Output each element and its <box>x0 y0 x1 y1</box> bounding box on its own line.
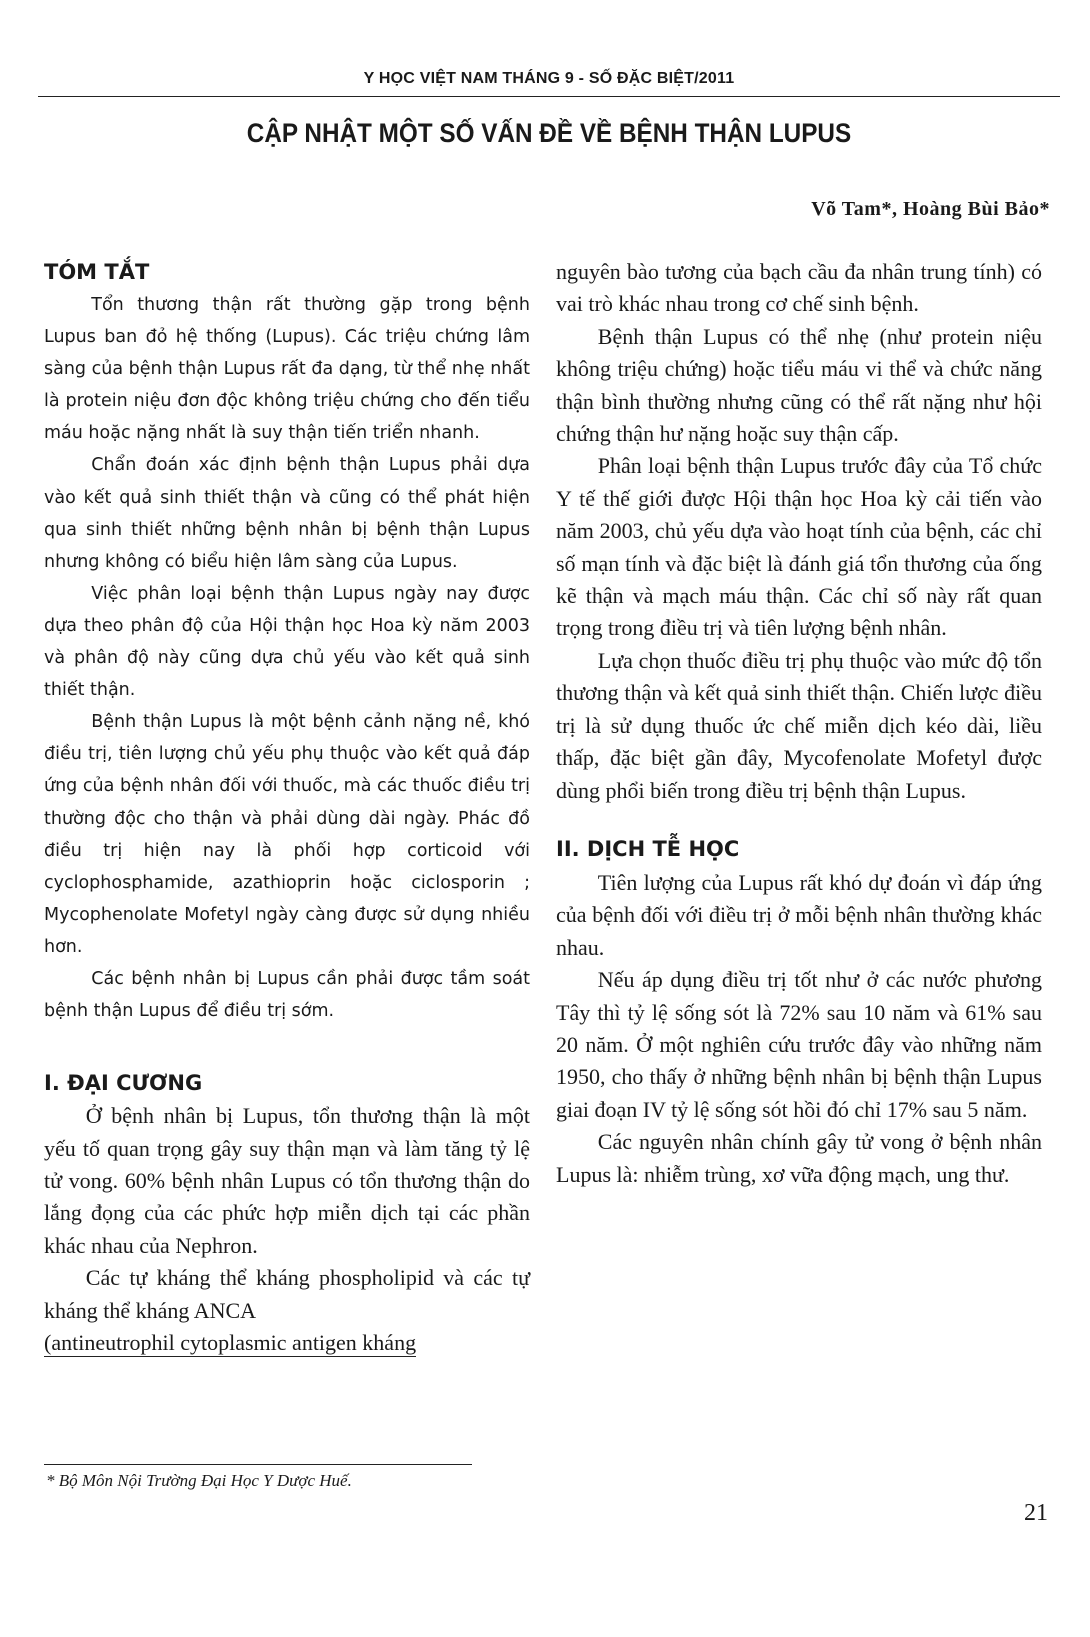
running-head: Y HỌC VIỆT NAM THÁNG 9 - SỐ ĐẶC BIỆT/2011 <box>363 70 735 87</box>
abstract-paragraph: Tổn thương thận rất thường gặp trong bệnh Lupus ban đỏ hệ thống (Lupus). Các triệu chứng lâm sàng của bệnh thận Lupus rất đa dạng, từ thể nhẹ nhất là protein niệu đơn độc không triệu chứng cho đến tiểu máu hoặc nặng nhất là suy thận tiến triển nhanh. <box>44 295 530 444</box>
header-rule <box>38 96 1060 97</box>
section-1-paragraph: Lựa chọn thuốc điều trị phụ thuộc vào mức độ tổn thương thận và kết quả sinh thiết thận. Chiến lược điều trị là sử dụng thuốc ức chế miễn dịch kéo dài, liều thấp, đặc biệt gần đây, Mycofenolate Mofetyl được dùng phổi biến trong điều trị bệnh thận Lupus. <box>556 647 1042 803</box>
section-2-heading: II. DỊCH TỄ HỌC <box>556 836 740 861</box>
left-column <box>44 256 530 1359</box>
section-1-continued-text: nguyên bào tương của bạch cầu đa nhân trung tính) có vai trò khác nhau trong cơ chế sinh bệnh. <box>556 259 1042 317</box>
abstract-paragraph: Các bệnh nhân bị Lupus cần phải được tầm soát bệnh thận Lupus để điều trị sớm. <box>44 968 530 1022</box>
section-1-paragraph: Phân loại bệnh thận Lupus trước đây của Tổ chức Y tế thế giới được Hội thận học Hoa kỳ cải tiến vào năm 2003, chủ yếu dựa vào hoạt tính của bệnh, các chỉ số mạn tính và đặc biệt là đánh giá tổn thương của ống kẽ thận và mạch máu thận. Các chỉ số này rất quan trọng trong điều trị và tiên lượng bệnh nhân. <box>556 453 1042 641</box>
section-2-paragraph: Nếu áp dụng điều trị tốt như ở các nước phương Tây thì tỷ lệ sống sót là 72% sau 10 năm và 61% sau 20 năm. Ở một nghiên cứu trước đây vào những năm 1950, cho thấy ở những bệnh nhân bị bệnh thận Lupus giai đoạn IV tỷ lệ sống sót hồi đó chỉ 17% sau 5 năm. <box>556 967 1042 1122</box>
section-1-heading: I. ĐẠI CƯƠNG <box>44 1071 203 1096</box>
section-2-paragraph: Tiên lượng của Lupus rất khó dự đoán vì đáp ứng của bệnh đối với điều trị ở mỗi bệnh nhân thường khác nhau. <box>556 869 1042 960</box>
section-1-paragraph: Ở bệnh nhân bị Lupus, tổn thương thận là một yếu tố quan trọng gây suy thận mạn và làm tăng tỷ lệ tử vong. 60% bệnh nhân Lupus có tổn thương thận do lắng đọng của các phức hợp miễn dịch tại các phần khác nhau của Nephron. <box>44 1103 530 1258</box>
footnote-rule <box>44 1464 472 1465</box>
page-number: 21 <box>1024 1500 1048 1526</box>
article-authors: Võ Tam*, Hoàng Bùi Bảo* <box>811 198 1050 220</box>
section-1-underlined-line <box>44 1327 530 1359</box>
abstract-heading: TÓM TẮT <box>44 260 150 284</box>
footnote: * Bộ Môn Nội Trường Đại Học Y Dược Huế. <box>46 1471 352 1490</box>
underlined-text: (antineutrophil cytoplasmic antigen kháng <box>44 1330 417 1355</box>
section-1-paragraph: Bệnh thận Lupus có thể nhẹ (như protein niệu không triệu chứng) hoặc tiểu máu vi thể và chức năng thận bình thường nhưng cũng có thể rất nặng như hội chứng thận hư nặng hoặc suy thận cấp. <box>556 323 1042 447</box>
right-column <box>556 256 1042 1191</box>
article-title: CẬP NHẬT MỘT SỐ VẤN ĐỀ VỀ BỆNH THẬN LUPUS <box>246 118 852 148</box>
abstract-paragraph: Chẩn đoán xác định bệnh thận Lupus phải dựa vào kết quả sinh thiết thận và cũng có thể phát hiện qua sinh thiết những bệnh nhân bị bệnh thận Lupus nhưng không có biểu hiện lâm sàng của Lupus. <box>44 455 530 572</box>
abstract-paragraph: Việc phân loại bệnh thận Lupus ngày nay được dựa theo phân độ của Hội thận học Hoa kỳ năm 2003 và phân độ này cũng dựa chủ yếu vào kết quả sinh thiết thận. <box>44 583 530 701</box>
abstract-paragraph: Bệnh thận Lupus là một bệnh cảnh nặng nề, khó điều trị, tiên lượng chủ yếu phụ thuộc vào kết quả đáp ứng của bệnh nhân đối với thuốc, mà các thuốc điều trị thường độc cho thận và phải dùng dài ngày. Phác đồ điều trị hiện nay là phối hợp corticoid với cyclophosphamide, azathioprin hoặc ciclosporin ; Mycophenolate Mofetyl ngày càng được sử dụng nhiều hơn. <box>44 712 530 957</box>
section-2-paragraph: Các nguyên nhân chính gây tử vong ở bệnh nhân Lupus là: nhiễm trùng, xơ vữa động mạch, ung thư. <box>556 1129 1042 1187</box>
section-1-paragraph: Các tự kháng thể kháng phospholipid và các tự kháng thể kháng ANCA <box>44 1265 530 1323</box>
